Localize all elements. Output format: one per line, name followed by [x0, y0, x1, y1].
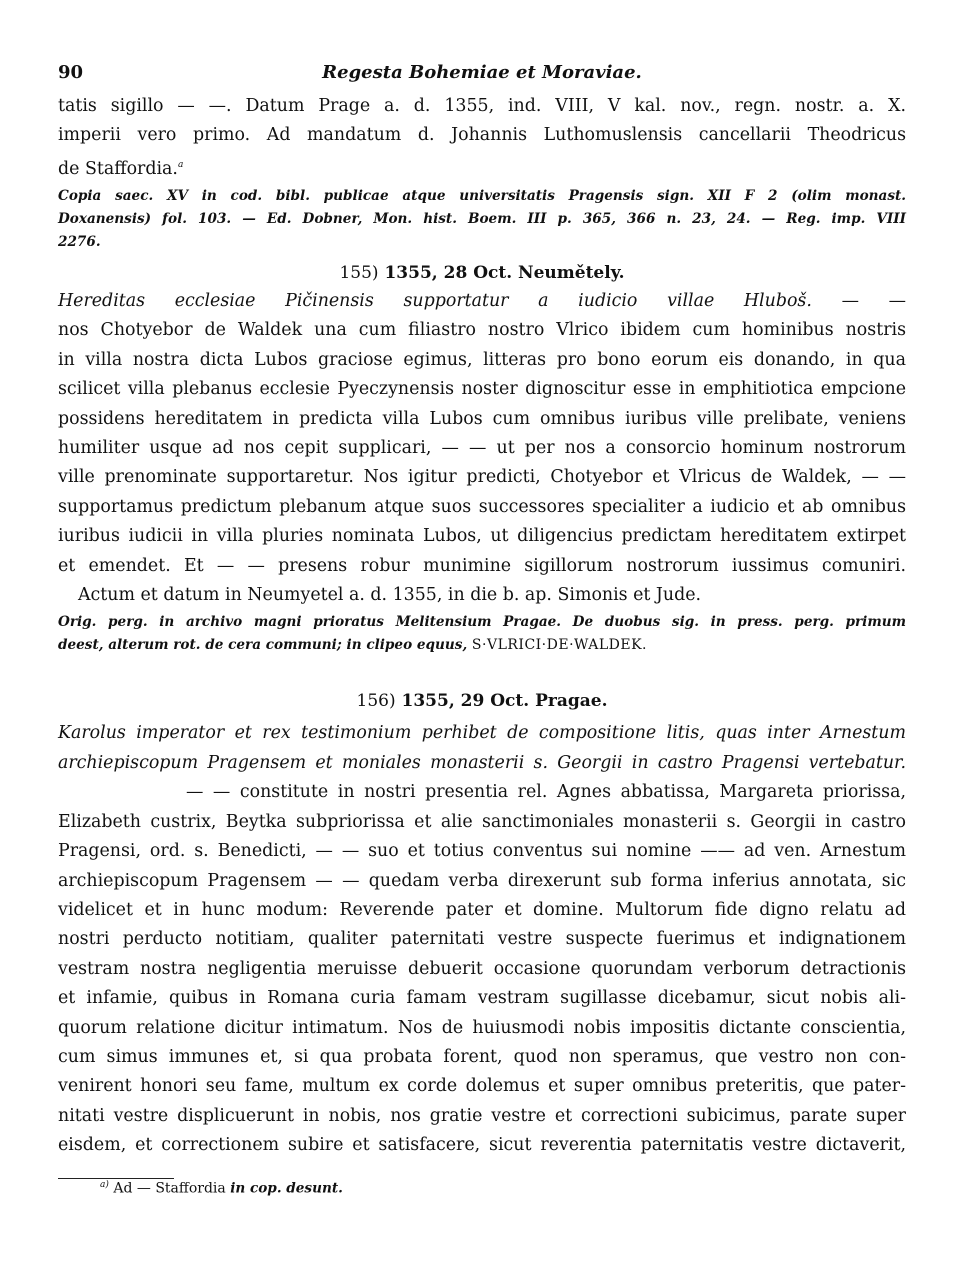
entry-156-heading [58, 691, 906, 711]
text-line: possidens hereditatem in predicta villa Lubos cum omnibus iuribus ville prelibate, veniens [58, 408, 906, 429]
text-line: in villa nostra dicta Lubos graciose egimus, litteras pro bono eorum eis donando, in qua [58, 349, 906, 370]
text-line: nitati vestre displicuerunt in nobis, nos gratie vestre et correctioni subicimus, parate super [58, 1105, 906, 1126]
text-line: imperii vero primo. Ad mandatum d. Johannis Luthomuslensis cancellarii Theodricus [58, 125, 906, 146]
footnote [100, 1180, 343, 1197]
document-page [58, 62, 906, 1161]
text-line: et emendet. Et — — presens robur munimine sigillorum nostrorum iussimus comuniri. [58, 555, 906, 576]
text-line: quorum relatione dicitur intimatum. Nos de huiusmodi nobis impositis dictante conscientia, [58, 1017, 906, 1038]
note-line: Orig. perg. in archivo magni prioratus Melitensium Pragae. De duobus sig. in press. perg. primum [58, 614, 906, 631]
text-line: nos Chotyebor de Waldek una cum filiastro nostro Vlrico ibidem cum hominibus nostris [58, 320, 906, 341]
entry-date-place: 1355, 29 Oct. Pragae. [401, 691, 608, 712]
text-line: archiepiscopum Pragensem — — quedam verba direxerunt sub forma inferius annotata, sic [58, 870, 906, 891]
text-line: venirent honori seu fame, multum ex corde dolemus et super omnibus preteritis, que pater- [58, 1076, 906, 1097]
text-line: vestram nostra negligentia meruisse debuerit occasione quorundam verborum detractionis [58, 958, 906, 979]
text-line: humiliter usque ad nos cepit supplicari, — — ut per nos a consorcio hominum nostrorum [58, 438, 906, 459]
footnote-marker: a) [100, 1180, 109, 1190]
page-number: 90 [58, 62, 84, 83]
text-line: cum simus immunes et, si qua probata forent, quod non speramus, que vestro non con- [58, 1046, 906, 1067]
text-line: scilicet villa plebanus ecclesie Pyeczynensis noster dignoscitur esse in emphitiotica empcione [58, 379, 906, 400]
entry-155-summary [58, 287, 906, 316]
footnote-text: Ad — Staffordia [113, 1180, 226, 1197]
text-line: tatis sigillo — —. Datum Prage a. d. 1355, ind. VIII, V kal. nov., regn. nostr. a. X. [58, 96, 906, 116]
text-line: nostri perducto notitiam, qualiter paternitati vestre suspecte fuerimus et indignationem [58, 929, 906, 950]
entry-number: 155) [339, 263, 379, 284]
text-line: eisdem, et correctionem subire et satisfacere, sicut reverentia paternitatis vestre dictaverit, [58, 1135, 906, 1156]
footnote-rule [58, 1178, 174, 1179]
footnote-text-italic: in cop. desunt. [230, 1180, 343, 1197]
entry-156-summary [58, 719, 906, 778]
note-line: Copia saec. XV in cod. bibl. publicae atque universitatis Pragensis sign. XII F 2 (olim monast. [58, 188, 906, 205]
summary-line: archiepiscopum Pragensem et moniales monasterii s. Georgii in castro Pragensi vertebatur. [58, 752, 906, 773]
note-line: 2276. [58, 234, 101, 251]
seal-legend: S·VLRICI·DE·WALDEK. [471, 637, 647, 654]
summary-line: Hereditas ecclesiae Pičinensis supportatur a iudicio villae Hluboš. — — [58, 291, 907, 312]
text-line: de Staffordia.$^a$ [58, 158, 184, 179]
text-line: ville prenominate supportaretur. Nos igitur predicti, Chotyebor et Vlricus de Waldek, — — [58, 467, 906, 488]
closing-line: Actum et datum in Neumyetel a. d. 1355, in die b. ap. Simonis et Jude. [78, 585, 702, 606]
entry-156-text [58, 778, 906, 1160]
summary-line: Karolus imperator et rex testimonium perhibet de compositione litis, quas inter Arnestum [58, 723, 906, 744]
text-line: Pragensi, ord. s. Benedicti, — — suo et totius conventus sui nomine —— ad ven. Arnestum [58, 841, 906, 862]
text-line: — — constitute in nostri presentia rel. Agnes abbatissa, Margareta priorissa, [186, 782, 906, 803]
text-line: et infamie, quibus in Romana curia famam vestram sugillasse dicebamur, sicut nobis ali- [58, 988, 906, 1009]
entry-date-place: 1355, 28 Oct. Neumětely. [384, 263, 625, 284]
page-header [58, 62, 906, 92]
footnote-marker: a [177, 159, 184, 170]
note-line: Doxanensis) fol. 103. — Ed. Dobner, Mon. hist. Boem. III p. 365, 366 n. 23, 24. — Reg. imp. VIII [58, 211, 906, 228]
note-line: deest, alterum rot. de cera communi; in clipeo equus, S·VLRICI·DE·WALDEK. [58, 637, 647, 654]
text-line: Elizabeth custrix, Beytka subpriorissa et alie sanctimoniales monasterii s. Georgii in castro [58, 811, 906, 832]
text-line: iuribus iudicii in villa pluries nominata Lubos, ut diligencius predictam hereditatem extirpet [58, 526, 906, 547]
entry-155-source-note [58, 611, 906, 657]
entry-number: 156) [356, 691, 396, 712]
entry-155-heading [58, 263, 906, 283]
prev-entry-source-note [58, 185, 906, 254]
text-line: supportamus predictum plebanum atque suos successores specialiter a iudicio et ab omnibus [58, 496, 906, 517]
entry-155-text [58, 316, 906, 610]
text-line: videlicet et in hunc modum: Reverende pater et domine. Multorum fide digno relatu ad [58, 899, 906, 920]
prev-entry-text [58, 92, 906, 184]
running-title: Regesta Bohemiae et Moraviae. [322, 62, 642, 83]
